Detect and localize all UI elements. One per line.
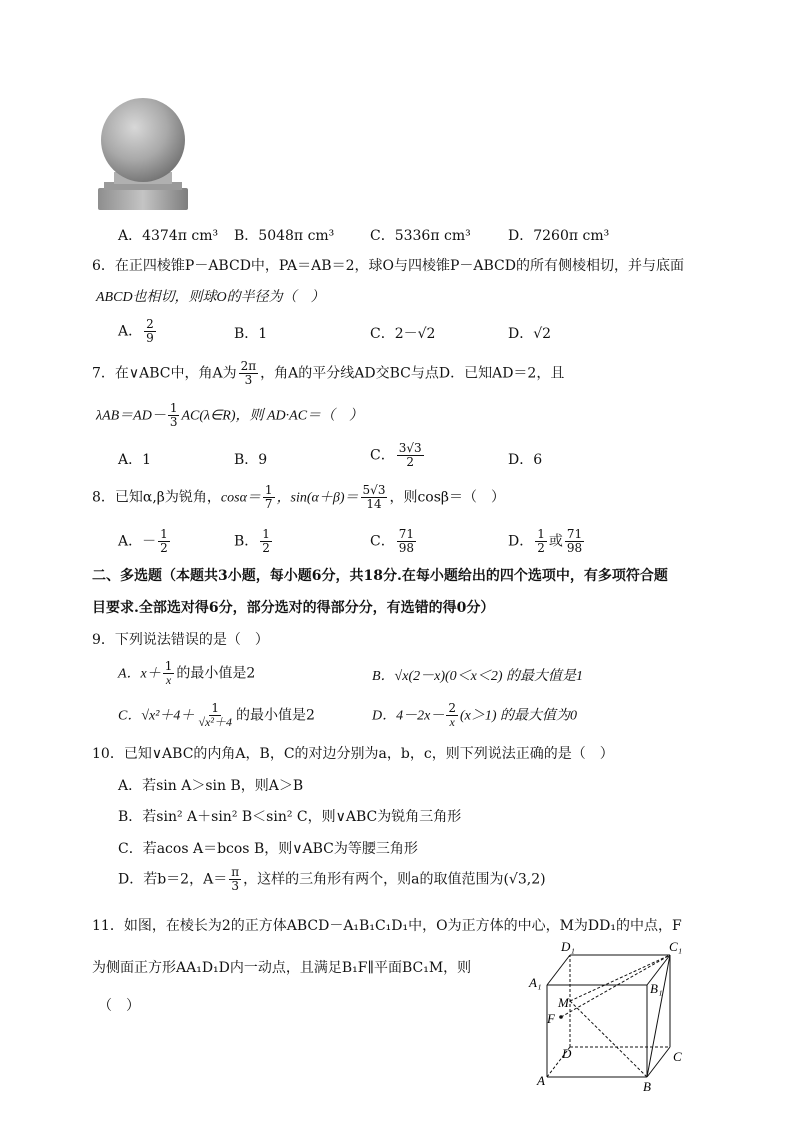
q8-option-a-numerator: 1 [160, 527, 168, 541]
q8-option-c [370, 528, 418, 555]
q8-cos-alpha: cosα＝ [220, 490, 261, 506]
point-f [559, 1015, 563, 1019]
q6-option-a-fraction [144, 318, 156, 345]
q8-option-b-label: B． [234, 533, 259, 550]
section2-header-line1: 二、多选题（本题共3小题，每小题6分，共18分.在每小题给出的四个选项中，有多项符合题 [92, 568, 668, 584]
q8-cos-denominator: 7 [264, 497, 273, 511]
q7-stem-line2 [96, 402, 363, 429]
q8-option-d-denominator1: 2 [537, 541, 545, 555]
q8-option-b-denominator: 2 [262, 541, 270, 555]
label-c1: C₁ [669, 939, 683, 954]
q8-cos-fraction [263, 484, 275, 511]
label-a: A [537, 1073, 545, 1088]
label-b1: B₁ [650, 981, 663, 996]
q8-option-d-fraction2 [565, 528, 584, 555]
q6-stem-line1: 6．在正四棱锥P－ABCD中，PA＝AB＝2，球O与四棱锥P－ABCD的所有侧棱相切，并与底面 [92, 258, 684, 274]
q10-option-b: B．若sin² A＋sin² B＜sin² C，则∨ABC为锐角三角形 [118, 809, 462, 825]
label-f: F [547, 1011, 555, 1026]
edge-a1-d1 [547, 955, 570, 985]
q8-option-c-numerator: 71 [398, 527, 414, 541]
q11-stem-line3: （ ） [98, 998, 140, 1014]
section2-header-line2: 目要求.全部选对得6分，部分选对的得部分分，有选错的得0分） [92, 600, 495, 616]
q10-option-d-pre: D．若b＝2，A＝ [118, 871, 228, 888]
q8-sin-alpha-beta: ，sin(α＋β)＝ [276, 490, 359, 506]
q8-sin-fraction [361, 484, 388, 511]
q8-option-d-numerator2: 71 [566, 527, 583, 541]
q10-option-d-post: ，这样的三角形有两个，则a的取值范围为(√3,2) [243, 871, 546, 888]
q10-option-d [118, 866, 546, 893]
q8-option-a-label: A．－ [118, 533, 157, 550]
q7-option-c-denominator: 2 [406, 455, 414, 469]
q7-option-d: D．6 [508, 452, 543, 468]
q11-stem-line2: 为侧面正方形AA₁D₁D内一动点，且满足B₁F∥平面BC₁M，则 [92, 960, 472, 976]
q8-option-d-denominator2: 98 [566, 541, 583, 555]
label-a1: A₁ [529, 975, 542, 990]
q7-coef-numerator: 1 [169, 401, 178, 415]
q6-option-a-numerator: 2 [146, 317, 154, 331]
label-m: M [558, 995, 569, 1010]
q9-option-c [118, 702, 315, 729]
q7-angle-fraction [239, 360, 259, 387]
q10-stem: 10．已知∨ABC的内角A，B，C的对边分别为a，b，c，则下列说法正确的是（ ） [92, 746, 614, 762]
q9-option-d-numerator: 2 [448, 701, 456, 715]
q7-vector-eq-b: AC(λ∈R)，则 AD·AC＝（ ） [181, 408, 364, 424]
q9-option-d [372, 702, 577, 729]
q7-option-c [370, 442, 426, 469]
q7-vector-eq-a: λAB＝AD－ [96, 408, 166, 424]
q6-stem-line2: ABCD也相切，则球O的半径为（ ） [96, 290, 325, 305]
label-d: D [562, 1046, 572, 1061]
q8-option-b [234, 528, 274, 555]
q7-coef-denominator: 3 [169, 415, 178, 429]
q9-option-a-pre: A．x＋ [118, 666, 161, 682]
q8-stem-post: ，则cosβ＝（ ） [389, 489, 506, 506]
q5-option-b: B．5048π cm³ [234, 228, 335, 244]
q8-option-a [118, 528, 172, 555]
q9-option-c-denominator: √x²＋4 [198, 715, 232, 729]
line-m-b [570, 1001, 647, 1077]
q9-option-a-numerator: 1 [164, 659, 173, 673]
cube-figure [525, 935, 705, 1095]
q8-option-b-numerator: 1 [262, 527, 270, 541]
line-b-c1 [647, 955, 670, 1077]
stone-ball-image [90, 96, 196, 214]
q10-option-a: A．若sin A＞sin B，则A＞B [118, 778, 304, 794]
q7-option-c-numerator: 3√3 [398, 441, 422, 455]
q8-option-d-label: D． [508, 533, 534, 550]
label-c: C [673, 1049, 682, 1064]
q9-option-c-numerator: 1 [211, 701, 220, 715]
label-d1: D₁ [561, 939, 575, 954]
q8-option-d-fraction1 [535, 528, 547, 555]
q9-option-d-denominator: x [449, 715, 455, 729]
q7-coef-fraction [168, 402, 180, 429]
q10-option-c: C．若acos A＝bcos B，则∨ABC为等腰三角形 [118, 841, 418, 857]
q8-cos-numerator: 1 [264, 483, 273, 497]
q8-sin-denominator: 14 [366, 497, 382, 511]
q11-stem-line1: 11．如图，在棱长为2的正方体ABCD－A₁B₁C₁D₁中，O为正方体的中心，M为DD₁的中点，F [92, 918, 682, 934]
q8-option-d [508, 528, 586, 555]
q5-option-a: A．4374π cm³ [118, 228, 219, 244]
q10-option-d-fraction [229, 866, 241, 893]
q8-option-a-fraction [158, 528, 170, 555]
q9-option-a-post: 的最小值是2 [176, 665, 256, 682]
q7-option-c-fraction [397, 442, 424, 469]
q7-option-a: A．1 [118, 452, 152, 468]
q10-option-d-denominator: 3 [231, 879, 239, 893]
q8-option-b-fraction [260, 528, 272, 555]
q9-option-a-denominator: x [165, 673, 172, 687]
q8-option-c-denominator: 98 [398, 541, 414, 555]
q9-option-c-fraction [196, 702, 234, 729]
q5-option-d: D．7260π cm³ [508, 228, 610, 244]
q9-option-d-pre: D．4－2x－ [372, 708, 445, 724]
q6-option-c: C．2－√2 [370, 326, 436, 342]
q9-option-c-post: 的最小值是2 [235, 707, 315, 724]
q7-stem-pre: 7．在∨ABC中，角A为 [92, 365, 237, 382]
q9-option-b: B．√x(2－x)(0＜x＜2) 的最大值是1 [372, 669, 584, 684]
q6-option-b: B．1 [234, 326, 268, 342]
q8-option-c-fraction [397, 528, 416, 555]
q7-angle-denominator: 3 [244, 373, 253, 387]
q6-option-a-label: A． [118, 323, 143, 340]
q9-stem: 9．下列说法错误的是（ ） [92, 632, 269, 648]
q10-option-d-numerator: π [231, 865, 240, 879]
q7-stem-line1 [92, 360, 564, 387]
q7-angle-numerator: 2π [240, 359, 257, 373]
q6-option-a-denominator: 9 [146, 331, 154, 345]
q5-option-c: C．5336π cm³ [370, 228, 471, 244]
q6-option-a [118, 318, 158, 345]
q8-option-d-or: 或 [548, 533, 563, 550]
q8-sin-numerator: 5√3 [362, 483, 386, 497]
q8-stem-pre: 8．已知α,β为锐角， [92, 489, 221, 506]
q8-option-c-label: C． [370, 533, 395, 550]
q6-option-d: D．√2 [508, 326, 552, 342]
q9-option-a [118, 660, 255, 687]
q8-stem [92, 484, 505, 511]
q9-option-d-fraction [446, 702, 458, 729]
q9-option-a-fraction [163, 660, 175, 687]
q7-stem-post: ，角A的平分线AD交BC与点D．已知AD＝2，且 [260, 365, 565, 382]
q9-option-c-pre: C．√x²＋4＋ [118, 708, 195, 724]
q7-option-c-label: C． [370, 447, 395, 464]
q9-option-d-post: (x＞1) 的最大值为0 [459, 708, 578, 724]
edge-c-b [647, 1047, 670, 1077]
q7-option-b: B．9 [234, 452, 268, 468]
q8-option-a-denominator: 2 [160, 541, 168, 555]
label-b: B [643, 1079, 651, 1094]
q8-option-d-numerator1: 1 [537, 527, 545, 541]
